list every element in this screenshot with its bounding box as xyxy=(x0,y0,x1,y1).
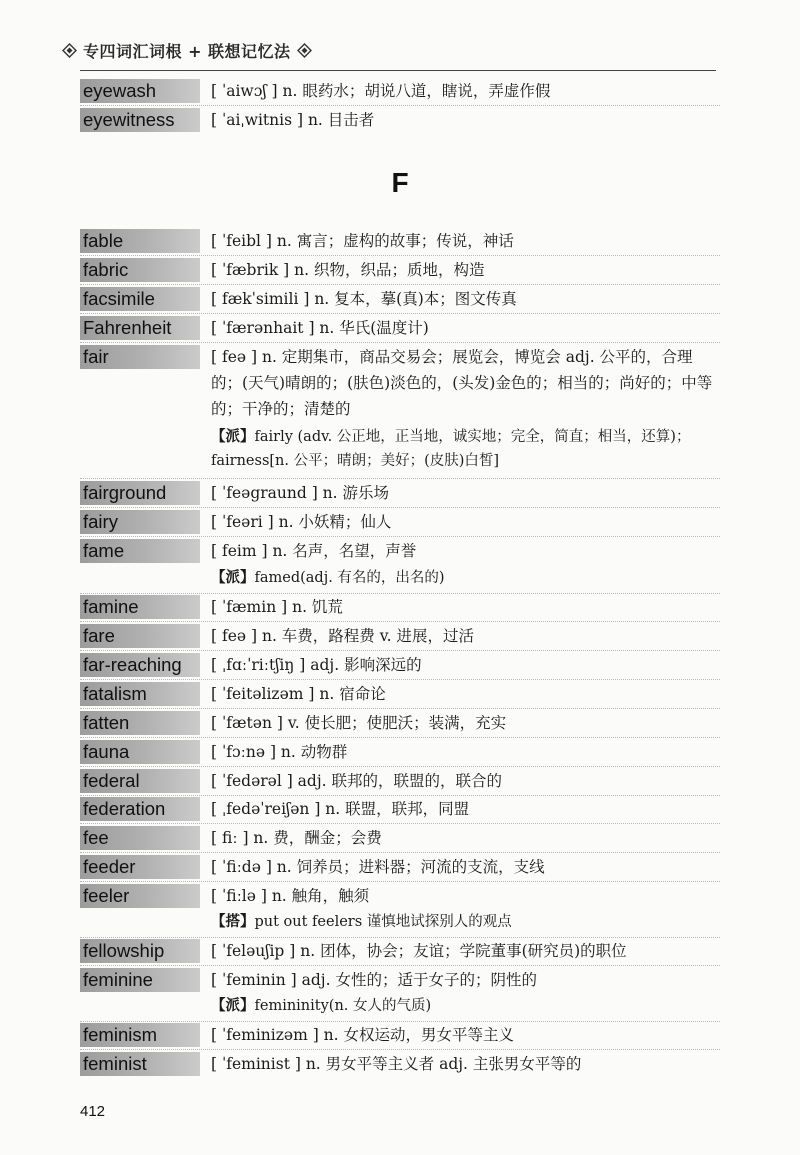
headword: eyewitness xyxy=(80,108,200,132)
dotted-divider xyxy=(80,593,720,594)
derived-text: femininity(n. 女人的气质) xyxy=(254,998,432,1014)
collocation-text: put out feelers 谨慎地试探别人的观点 xyxy=(254,914,512,930)
headword: far-reaching xyxy=(80,653,200,677)
definition: [ ˈfæmin ] n. 饥荒 xyxy=(211,598,343,616)
definition: [ ˈfiːdə ] n. 饲养员；进料器；河流的支流，支线 xyxy=(211,858,545,876)
headword: fatalism xyxy=(80,682,200,706)
headword: fellowship xyxy=(80,939,200,963)
headword: fauna xyxy=(80,740,200,764)
dotted-divider xyxy=(80,965,720,966)
derived-tag: 【派】 xyxy=(211,569,255,586)
dotted-divider xyxy=(80,937,720,938)
dotted-divider xyxy=(80,342,720,343)
headword: feminist xyxy=(80,1052,200,1076)
dotted-divider xyxy=(80,284,720,285)
dotted-divider xyxy=(80,881,720,882)
collocation-tag: 【搭】 xyxy=(211,913,255,930)
definition: [ ˈfeminist ] n. 男女平等主义者 adj. 主张男女平等的 xyxy=(211,1055,582,1073)
derived-forms xyxy=(211,567,445,589)
collocation xyxy=(211,911,512,933)
dotted-divider xyxy=(80,823,720,824)
dotted-divider xyxy=(80,1049,720,1050)
dotted-divider xyxy=(80,795,720,796)
headword: feeder xyxy=(80,855,200,879)
definition: [ ˈfærənhait ] n. 华氏(温度计) xyxy=(211,319,429,337)
derived-text: famed(adj. 有名的，出名的) xyxy=(254,570,445,586)
definition: [ ˈfeləuʃip ] n. 团体，协会；友谊；学院董事(研究员)的职位 xyxy=(211,942,627,960)
headword: famine xyxy=(80,595,200,619)
definition: [ ˈfæbrik ] n. 织物，织品；质地，构造 xyxy=(211,261,485,279)
headword: facsimile xyxy=(80,287,200,311)
dotted-divider xyxy=(80,478,720,479)
derived-tag: 【派】 xyxy=(211,997,255,1014)
headword: fairground xyxy=(80,481,200,505)
headword: fable xyxy=(80,229,200,253)
dotted-divider xyxy=(80,650,720,651)
headword: federation xyxy=(80,797,200,821)
headword: feeler xyxy=(80,884,200,908)
header-rule xyxy=(80,70,716,71)
dotted-divider xyxy=(80,313,720,314)
headword: fabric xyxy=(80,258,200,282)
dotted-divider xyxy=(80,507,720,508)
definition: [ fækˈsimili ] n. 复本，摹(真)本；图文传真 xyxy=(211,290,517,308)
dotted-divider xyxy=(80,536,720,537)
section-letter: F xyxy=(391,167,409,198)
dotted-divider xyxy=(80,679,720,680)
dotted-divider xyxy=(80,766,720,767)
definition: [ ˈfedərəl ] adj. 联邦的，联盟的，联合的 xyxy=(211,772,503,790)
definition: [ ˈfeəgraund ] n. 游乐场 xyxy=(211,484,390,502)
derived-forms xyxy=(211,995,431,1017)
definition: [ feə ] n. 定期集市，商品交易会；展览会，博览会 adj. 公平的，合理的；(天气)晴朗的；(肤色)淡色的，(头发)金色的；相当的；尚好的；中等的；干净的；清楚的 xyxy=(211,348,713,418)
definition: [ ˈfeminin ] adj. 女性的；适于女子的；阴性的 xyxy=(211,971,537,989)
derived-tag: 【派】 xyxy=(211,428,255,445)
page-header xyxy=(62,30,312,70)
headword: fatten xyxy=(80,711,200,735)
definition: [ ˈfeibl ] n. 寓言；虚构的故事；传说，神话 xyxy=(211,232,514,250)
dotted-divider xyxy=(80,852,720,853)
headword: fair xyxy=(80,345,200,369)
headword: eyewash xyxy=(80,79,200,103)
page-number: 412 xyxy=(80,1103,106,1120)
definition: [ ˈfiːlə ] n. 触角，触须 xyxy=(211,887,370,905)
headword: fare xyxy=(80,624,200,648)
definition: [ ˈfætən ] v. 使长肥；使肥沃；装满，充实 xyxy=(211,714,507,732)
headword: fairy xyxy=(80,510,200,534)
derived-forms xyxy=(211,425,721,473)
dotted-divider xyxy=(80,105,720,106)
headword: feminism xyxy=(80,1023,200,1047)
derived-text: fairly (adv. 公正地，正当地，诚实地；完全，简直；相当，还算)；fairness[n. 公平；晴朗；美好；(皮肤)白皙] xyxy=(211,429,691,469)
definition: [ ˌfɑːˈriːtʃiŋ ] adj. 影响深远的 xyxy=(211,656,422,674)
dotted-divider xyxy=(80,1021,720,1022)
headword: feminine xyxy=(80,968,200,992)
dotted-divider xyxy=(80,708,720,709)
definition: [ ˈaiˌwitnis ] n. 目击者 xyxy=(211,111,375,129)
definition: [ ˈaiwɔʃ ] n. 眼药水；胡说八道，瞎说，弄虚作假 xyxy=(211,82,551,100)
definition: [ ˈfeminizəm ] n. 女权运动，男女平等主义 xyxy=(211,1026,515,1044)
definition: [ ˈfeəri ] n. 小妖精；仙人 xyxy=(211,513,392,531)
headword: fee xyxy=(80,826,200,850)
diamond-ornament-icon xyxy=(62,43,77,58)
header-title: 专四词汇词根 + 联想记忆法 xyxy=(83,41,291,61)
dotted-divider xyxy=(80,621,720,622)
headword: fame xyxy=(80,539,200,563)
headword: Fahrenheit xyxy=(80,316,200,340)
diamond-ornament-icon xyxy=(297,43,312,58)
definition: [ ˈfɔːnə ] n. 动物群 xyxy=(211,743,348,761)
headword: federal xyxy=(80,769,200,793)
definition: [ feə ] n. 车费，路程费 v. 进展，过活 xyxy=(211,627,474,645)
definition: [ ˌfedəˈreiʃən ] n. 联盟，联邦，同盟 xyxy=(211,800,470,818)
dotted-divider xyxy=(80,255,720,256)
definition: [ fiː ] n. 费，酬金；会费 xyxy=(211,829,382,847)
definition: [ ˈfeitəlizəm ] n. 宿命论 xyxy=(211,685,386,703)
dotted-divider xyxy=(80,737,720,738)
definition: [ feim ] n. 名声，名望，声誉 xyxy=(211,542,417,560)
